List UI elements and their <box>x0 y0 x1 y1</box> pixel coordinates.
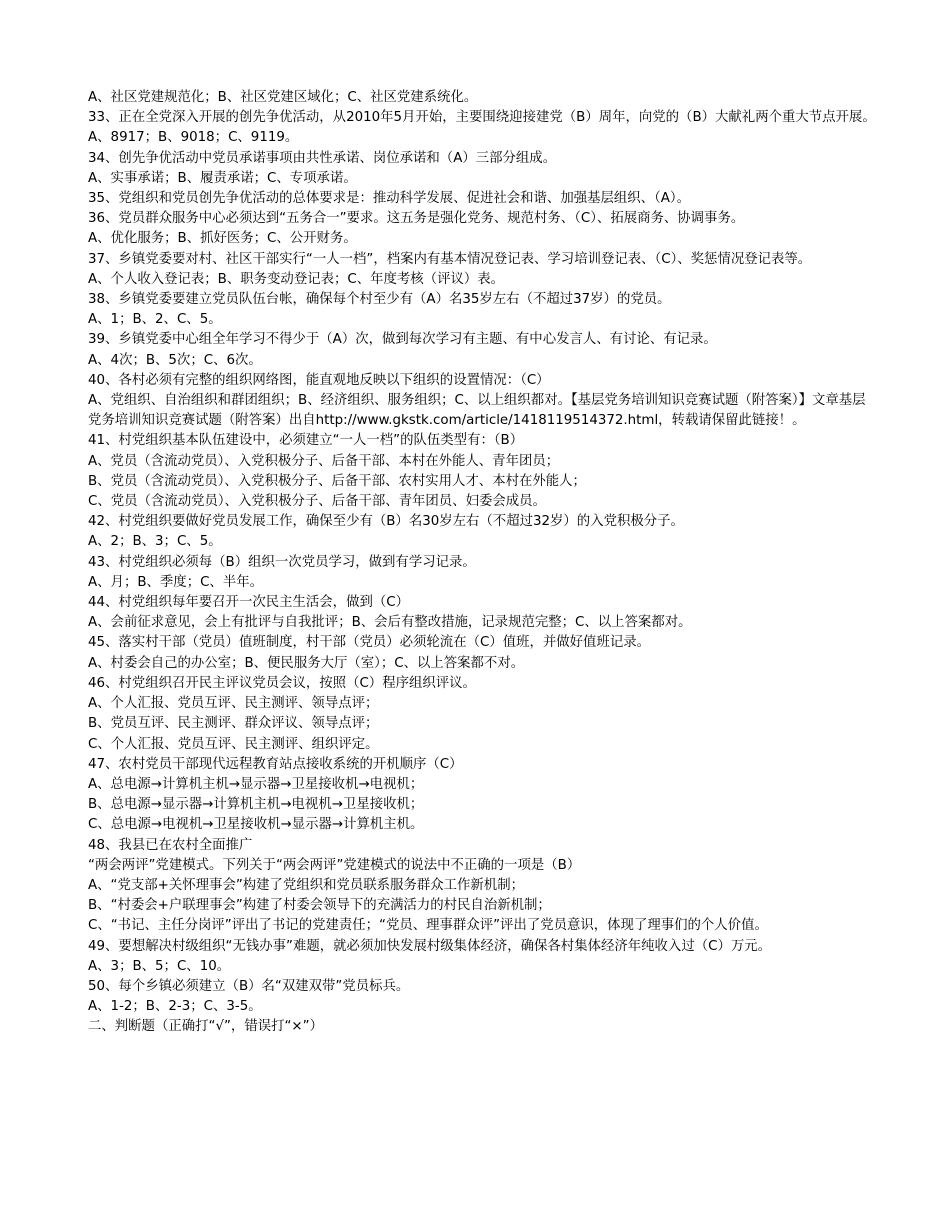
question-36: 36、党员群众服务中心必须达到“五务合一”要求。这五务是强化党务、规范村务、（C）、拓展商务、协调事务。 <box>88 211 745 227</box>
question-39: 39、乡镇党委中心组全年学习不得少于（A）次，做到每次学习有主题、有中心发言人、有讨论、有记录。 <box>88 332 717 348</box>
question-43: 43、村党组织必须每（B）组织一次党员学习，做到有学习记录。 <box>88 554 476 570</box>
options-50: A、1-2；B、2-3；C、3-5。 <box>88 999 262 1015</box>
option-46-b: B、党员互评、民主测评、群众评议、领导点评； <box>88 716 379 732</box>
options-36: A、优化服务；B、抓好医务；C、公开财务。 <box>88 231 357 247</box>
question-48: 48、我县已在农村全面推广 <box>88 837 253 853</box>
question-50: 50、每个乡镇必须建立（B）名“双建双带”党员标兵。 <box>88 978 410 994</box>
option-41-c: C、党员（含流动党员）、入党积极分子、后备干部、青年团员、妇委会成员。 <box>88 494 546 510</box>
options-42: A、2；B、3；C、5。 <box>88 534 222 550</box>
question-44: 44、村党组织每年要召开一次民主生活会，做到（C） <box>88 595 409 611</box>
question-48-continued: “两会两评”党建模式。下列关于“两会两评”党建模式的说法中不正确的一项是（B） <box>88 857 581 873</box>
option-48-a: A、“党支部+关怀理事会”构建了党组织和党员联系服务群众工作新机制； <box>88 877 524 893</box>
options-33: A、8917；B、9018；C、9119。 <box>88 130 299 146</box>
question-35: 35、党组织和党员创先争优活动的总体要求是：推动科学发展、促进社会和谐、加强基层组织、（A）。 <box>88 191 690 207</box>
option-47-c: C、总电源→电视机→卫星接收机→显示器→计算机主机。 <box>88 817 424 833</box>
option-48-c: C、“书记、主任分岗评”评出了书记的党建责任；“党员、理事群众评”评出了党员意识，体现了理事们的个人价值。 <box>88 918 768 934</box>
options-34: A、实事承诺；B、履责承诺；C、专项承诺。 <box>88 170 357 186</box>
section-heading-true-false: 二、判断题（正确打“√”，错误打“×”） <box>88 1019 323 1035</box>
question-42: 42、村党组织要做好党员发展工作，确保至少有（B）名30岁左右（不超过32岁）的入党积极分子。 <box>88 514 684 530</box>
option-47-a: A、总电源→计算机主机→显示器→卫星接收机→电视机； <box>88 776 424 792</box>
option-41-b: B、党员（含流动党员）、入党积极分子、后备干部、农村实用人才、本村在外能人； <box>88 473 586 489</box>
question-34: 34、创先争优活动中党员承诺事项由共性承诺、岗位承诺和（A）三部分组成。 <box>88 150 557 166</box>
options-37: A、个人收入登记表；B、职务变动登记表；C、年度考核（评议）表。 <box>88 271 505 287</box>
question-37: 37、乡镇党委要对村、社区干部实行“一人一档”，档案内有基本情况登记表、学习培训登记表、（C）、奖惩情况登记表等。 <box>88 251 812 267</box>
option-46-a: A、个人汇报、党员互评、民主测评、领导点评； <box>88 696 379 712</box>
option-line-q32: A、社区党建规范化；B、社区党建区域化；C、社区党建系统化。 <box>88 90 478 105</box>
options-38: A、1；B、2、C、5。 <box>88 312 222 328</box>
options-40: A、党组织、自治组织和群团组织；B、经济组织、服务组织；C、以上组织都对。【基层党务培训知识竞赛试题（附答案）】文章基层党务培训知识竞赛试题（附答案）出自http://www.gkstk.com/article/1418119514372.html，转载请保留此链接！。 <box>88 393 866 429</box>
options-39: A、4次；B、5次；C、6次。 <box>88 352 262 368</box>
question-38: 38、乡镇党委要建立党员队伍台帐，确保每个村至少有（A）名35岁左右（不超过37岁）的党员。 <box>88 292 671 308</box>
option-41-a: A、党员（含流动党员）、入党积极分子、后备干部、本村在外能人、青年团员； <box>88 453 560 469</box>
question-49: 49、要想解决村级组织“无钱办事”难题，就必须加快发展村级集体经济，确保各村集体经济年纯收入过（C）万元。 <box>88 938 772 954</box>
question-40: 40、各村必须有完整的组织网络图，能直观地反映以下组织的设置情况：（C） <box>88 372 550 388</box>
options-44: A、会前征求意见，会上有批评与自我批评；B、会后有整改措施，记录规范完整；C、以上答案都对。 <box>88 615 692 631</box>
options-49: A、3；B、5；C、10。 <box>88 958 231 974</box>
option-47-b: B、总电源→显示器→计算机主机→电视机→卫星接收机； <box>88 797 424 813</box>
question-41: 41、村党组织基本队伍建设中，必须建立“一人一档”的队伍类型有：（B） <box>88 433 524 449</box>
options-43: A、月；B、季度；C、半年。 <box>88 574 263 590</box>
option-46-c: C、个人汇报、党员互评、民主测评、组织评定。 <box>88 736 379 752</box>
question-47: 47、农村党员干部现代远程教育站点接收系统的开机顺序（C） <box>88 756 463 772</box>
question-33: 33、正在全党深入开展的创先争优活动，从2010年5月开始，主要围绕迎接建党（B）周年，向党的（B）大献礼两个重大节点开展。 <box>88 110 876 126</box>
options-45: A、村委会自己的办公室；B、便民服务大厅（室）；C、以上答案都不对。 <box>88 655 525 671</box>
option-48-b: B、“村委会+户联理事会”构建了村委会领导下的充满活力的村民自治新机制； <box>88 898 551 914</box>
question-45: 45、落实村干部（党员）值班制度，村干部（党员）必须轮流在（C）值班，并做好值班记录。 <box>88 635 651 651</box>
document-page <box>88 88 878 1038</box>
question-46: 46、村党组织召开民主评议党员会议，按照（C）程序组织评议。 <box>88 675 476 691</box>
